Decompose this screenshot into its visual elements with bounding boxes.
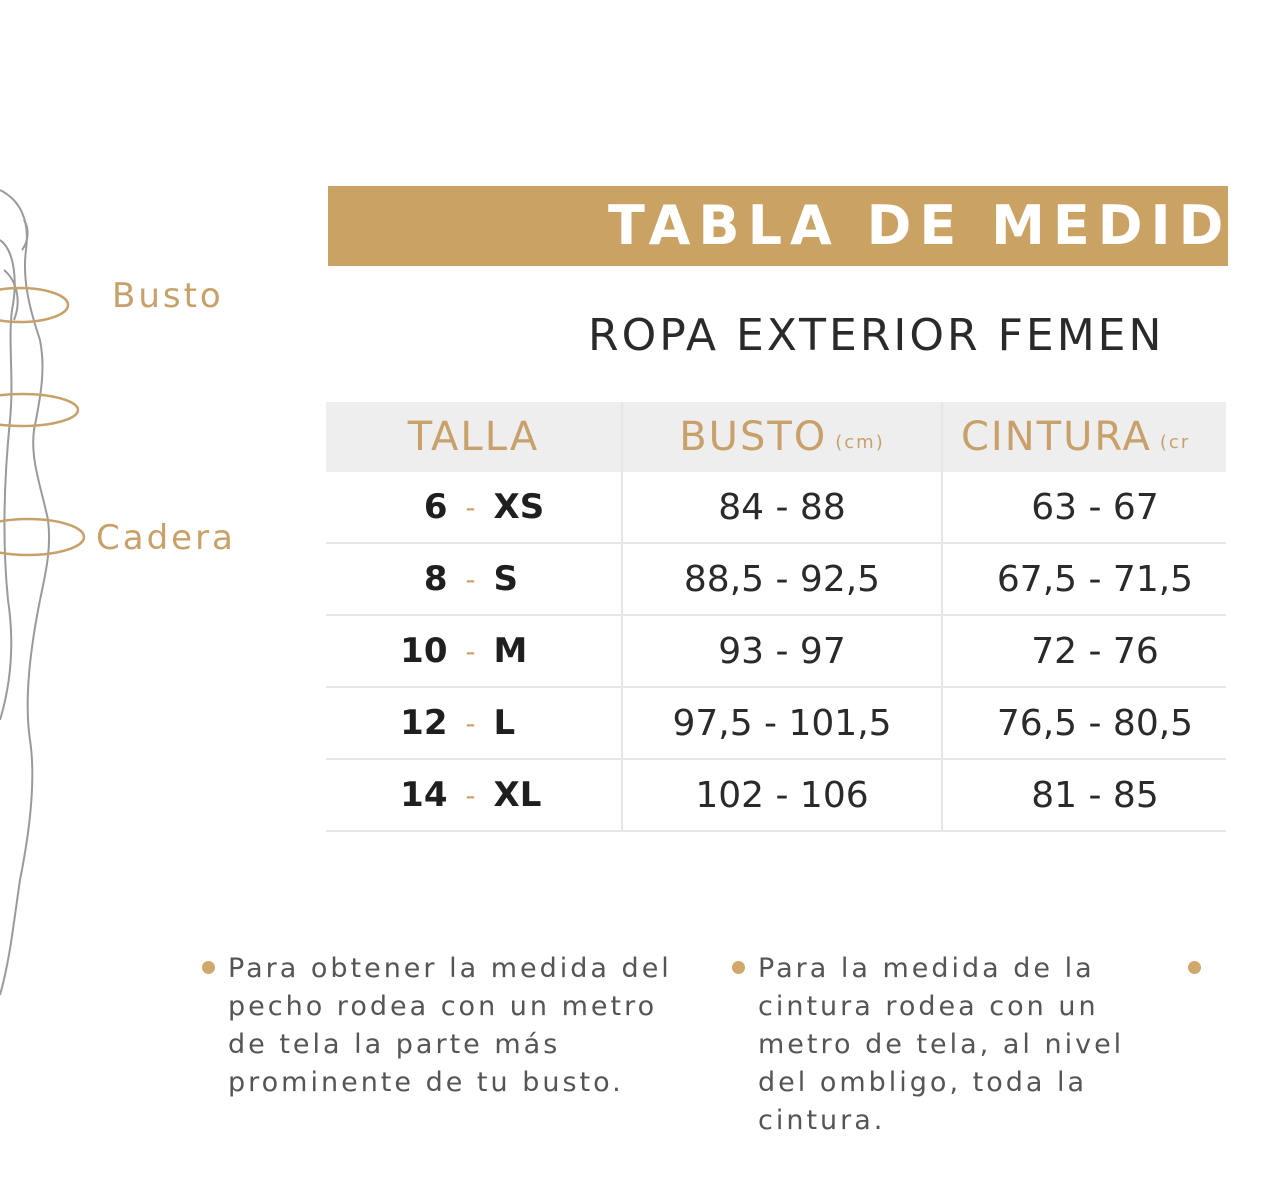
note-cintura: Para la medida de la cintura rodea con un metro de tela, al nivel del ombligo, toda la cintura. (758, 953, 1125, 1136)
table-row (326, 688, 1226, 760)
table-row (326, 616, 1226, 688)
table-row (326, 760, 1226, 832)
size-cell: 6 - XS (326, 472, 623, 542)
note-bullet-icon (202, 961, 215, 974)
cadera-label: Cadera (96, 518, 236, 558)
header-cintura-unit: (cr (1159, 431, 1191, 453)
busto-cell: 102 - 106 (623, 760, 943, 830)
banner-title: TABLA DE MEDIDA (608, 194, 1281, 257)
size-table (326, 402, 1226, 832)
header-cintura: CINTURA (cr (961, 414, 1191, 460)
busto-cell: 84 - 88 (623, 472, 943, 542)
cintura-cell: 72 - 76 (1031, 630, 1159, 672)
busto-cell: 88,5 - 92,5 (623, 544, 943, 614)
title-banner (328, 186, 1281, 266)
cintura-cell: 67,5 - 71,5 (996, 558, 1194, 600)
note-bullet-icon (732, 961, 745, 974)
cintura-cell: 81 - 85 (1031, 774, 1159, 816)
size-cell: 10 - M (326, 616, 623, 686)
note-bullet-icon (1188, 961, 1201, 974)
size-cell: 14 - XL (326, 760, 623, 830)
header-busto: BUSTO (cm) (623, 402, 943, 472)
size-cell: 8 - S (326, 544, 623, 614)
table-row (326, 472, 1226, 544)
busto-cell: 93 - 97 (623, 616, 943, 686)
note-busto: Para obtener la medida del pecho rodea con un metro de tela la parte más prominente de tu busto. (228, 953, 672, 1098)
busto-cell: 97,5 - 101,5 (623, 688, 943, 758)
cintura-cell: 63 - 67 (1031, 486, 1159, 528)
subtitle: ROPA EXTERIOR FEMEN (588, 310, 1165, 361)
hip-measure-loop (0, 519, 84, 555)
busto-label: Busto (112, 276, 224, 316)
table-row (326, 544, 1226, 616)
table-header-row (326, 402, 1226, 472)
woman-figure-illustration (0, 180, 110, 1000)
cintura-cell: 76,5 - 80,5 (996, 702, 1194, 744)
header-talla: TALLA (326, 402, 623, 472)
bust-measure-loop (0, 288, 68, 322)
header-busto-unit: (cm) (835, 431, 885, 453)
size-cell: 12 - L (326, 688, 623, 758)
